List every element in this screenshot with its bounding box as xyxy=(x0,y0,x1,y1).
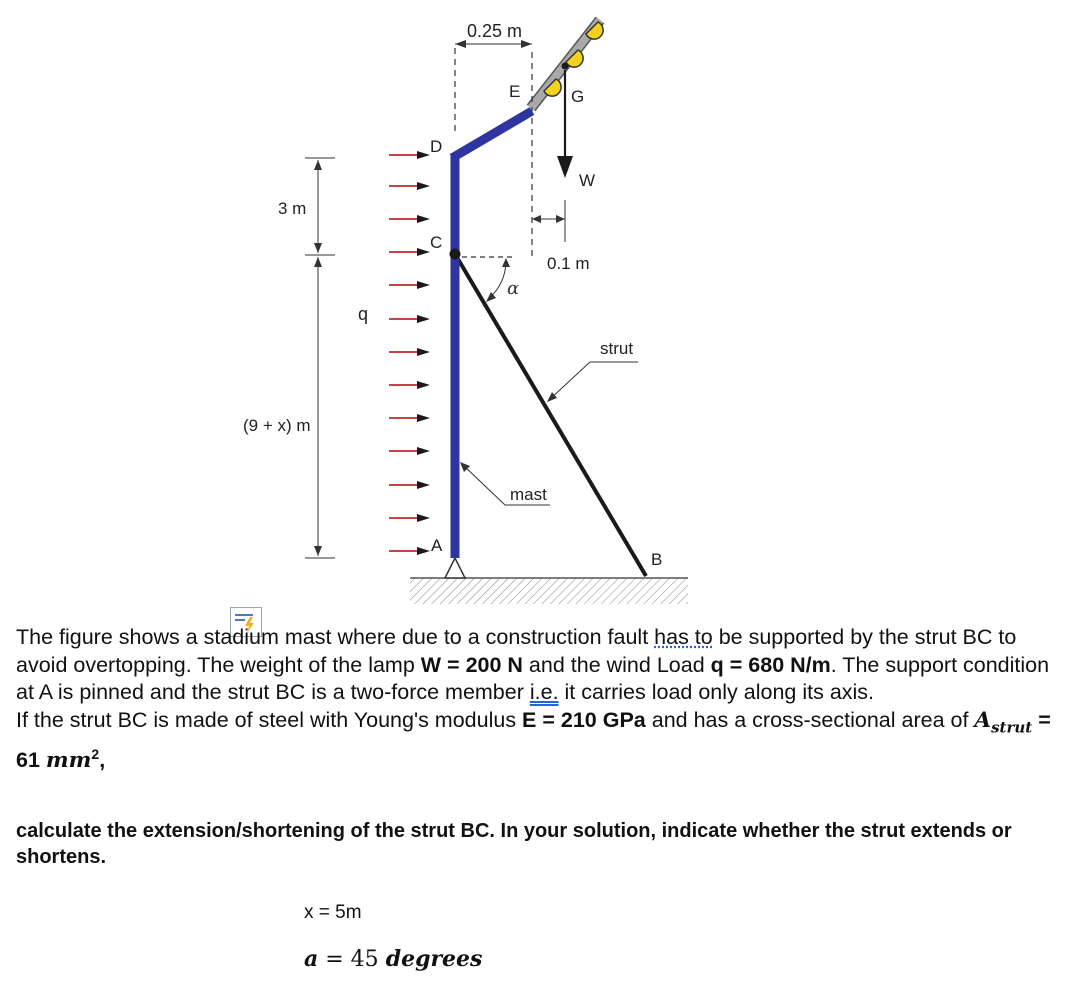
joint-c xyxy=(450,249,461,260)
weight-value: W = 200 N xyxy=(420,652,523,677)
label-g: G xyxy=(571,87,585,106)
task-statement: calculate the extension/shortening of the strut BC. In your solution, indicate whether the strut extends or shortens. xyxy=(16,820,1012,868)
lamp-1 xyxy=(586,22,603,39)
wind-arrow-head xyxy=(417,248,430,256)
dim-vertical xyxy=(305,158,335,558)
wind-arrow-head xyxy=(417,447,430,455)
wind-arrow-head xyxy=(417,414,430,422)
ground xyxy=(410,578,688,604)
label-c: C xyxy=(430,233,443,252)
label-a: A xyxy=(431,536,443,555)
area-symbol: A xyxy=(974,707,992,733)
label-strut: strut xyxy=(600,339,634,358)
problem-paragraph-2: If the strut BC is made of steel with Young's modulus E = 210 GPa and has a cross-sectional area of $A_{strut} = 61$ $mm^2$, xyxy=(16,707,1051,774)
label-b: B xyxy=(651,550,663,569)
wind-arrow-head xyxy=(417,481,430,489)
wind-arrow-head xyxy=(417,151,430,159)
wind-load-value: q = 680 N/m xyxy=(710,652,831,677)
wind-arrow-head xyxy=(417,215,430,223)
label-d: D xyxy=(430,137,443,156)
wind-arrow-head xyxy=(417,514,430,522)
problem-paragraph-1: The figure shows a stadium mast where due to a construction fault has to be supported by the strut BC to avoid overtopping. The weight of the lamp W = 200 N and the wind Load q = 680 N/m. The support condition at A is pinned and the strut BC is a two-force member i.e. it carries load only along its axis. xyxy=(16,625,1050,704)
wind-arrow-head xyxy=(417,348,430,356)
pin-support-a xyxy=(445,558,465,578)
dim-01 xyxy=(532,200,565,242)
label-w: W xyxy=(579,171,596,190)
lamp-assembly xyxy=(531,20,603,108)
wind-arrow-head xyxy=(417,547,430,555)
wind-arrow-head xyxy=(417,315,430,323)
problem-statement xyxy=(16,624,1060,775)
wind-arrow-head xyxy=(417,182,430,190)
label-01m: 0.1 m xyxy=(547,254,590,273)
strut-bc xyxy=(455,254,646,576)
given-alpha: a = 45 degrees xyxy=(304,946,483,972)
given-x: x = 5m xyxy=(304,902,362,923)
area-value: = 61 xyxy=(16,707,1051,773)
label-025m: 0.25 m xyxy=(467,21,523,41)
youngs-modulus-value: E = 210 GPa xyxy=(522,707,646,732)
wind-arrow-head xyxy=(417,281,430,289)
label-mast: mast xyxy=(510,485,547,504)
wind-load-arrows xyxy=(389,151,430,555)
dim-025 xyxy=(455,40,532,48)
label-q: q xyxy=(358,304,369,324)
wind-arrow-head xyxy=(417,381,430,389)
leader-lines xyxy=(460,362,638,505)
label-alpha: α xyxy=(507,278,520,299)
label-3m: 3 m xyxy=(278,199,307,218)
label-e: E xyxy=(509,82,521,101)
label-9x: (9 + x) m xyxy=(243,416,311,435)
